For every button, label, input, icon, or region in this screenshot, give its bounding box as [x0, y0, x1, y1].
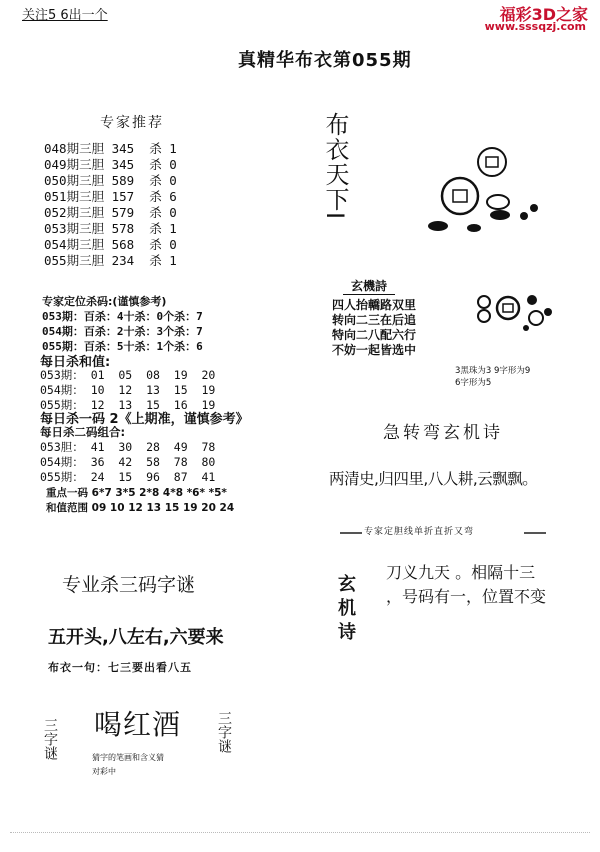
bead-icon: [527, 295, 537, 305]
poem3-line: ，号码有一，位置不变: [386, 587, 547, 606]
bead-icon: [467, 224, 481, 232]
coin-icon: [442, 178, 478, 214]
top-note: 关注5 6出一个: [22, 8, 108, 23]
focus-block: [46, 486, 234, 516]
coin-icon: [497, 297, 519, 319]
poem2-line: 两清史,归四里,八人耕,云飘飘。: [329, 470, 538, 488]
prediction-row: 052期三胆 579 杀 0: [44, 205, 177, 220]
coin-hole-icon: [453, 190, 467, 202]
sum-kill-row: 054期： 10 12 13 15 19: [40, 383, 216, 397]
poem-line: 不妨一起皆选中: [332, 343, 417, 357]
coin-hole-icon: [486, 157, 498, 167]
page-title: 真精华布衣第055期: [238, 50, 412, 71]
riddle-line: 五开头,八左右,六要来: [48, 627, 224, 648]
riddle-big-text: 喝红酒: [94, 708, 182, 741]
two-code-row: 053胆： 41 30 28 49 78: [40, 440, 216, 454]
bead-icon: [520, 212, 528, 220]
bead-note: 6字形为5: [455, 378, 492, 388]
buyi-sentence: 布衣一句：七三要出看八五: [48, 661, 192, 674]
riddle-vertical-left: 三字谜: [42, 718, 58, 760]
coins-illustration: [410, 130, 560, 250]
prediction-row: 049期三胆 345 杀 0: [44, 157, 177, 172]
buyi-vertical-title: 布衣天下I: [321, 112, 349, 221]
xuanji-vertical: 玄机诗: [335, 574, 356, 646]
bead-icon: [478, 296, 490, 308]
divider-right: [524, 532, 546, 534]
position-kill-row: 054期：百杀：2十杀：3个杀：7: [42, 325, 203, 338]
kill-one-heading: 每日杀一码 2《上期准，谨慎参考》: [40, 412, 249, 427]
sum-range-line: 和值范围 09 10 12 13 15 19 20 24: [46, 502, 235, 514]
sum-kill-block: [40, 351, 215, 413]
expert-dan-line: 专家定胆线单折直折又弯: [364, 527, 475, 537]
bead-icon: [487, 195, 509, 209]
prediction-row: 054期三胆 568 杀 0: [44, 237, 177, 252]
position-kill-block: [42, 294, 203, 354]
sum-kill-heading: 每日杀和值:: [40, 355, 111, 370]
prediction-row: 048期三胆 345 杀 1: [44, 141, 177, 156]
bead-icon: [529, 311, 543, 325]
poem2-title: 急转弯玄机诗: [383, 423, 503, 443]
riddle-note: 对彩中: [92, 767, 116, 776]
expert-heading: 专家推荐: [100, 115, 164, 131]
two-code-row: 055期： 24 15 96 87 41: [40, 470, 216, 484]
position-kill-heading: 专家定位杀码:(谨慎参考): [42, 295, 167, 308]
sum-kill-row: 053期： 01 05 08 19 20: [40, 368, 216, 382]
bead-icon: [490, 210, 510, 220]
bead-icon: [523, 325, 529, 331]
two-code-row: 054期： 36 42 58 78 80: [40, 455, 216, 469]
poem3-line: 刀义九天 。相隔十三: [386, 563, 536, 582]
poem-line: 四人抬轎路双里: [332, 298, 417, 312]
bead-icon: [544, 308, 552, 316]
riddle-note: 猜字的笔画和含义猜: [92, 753, 164, 762]
sum-kill-row: 055期： 12 13 15 16 19: [40, 398, 216, 412]
position-kill-row: 055期：百杀：5十杀：1个杀：6: [42, 340, 203, 353]
two-code-block: [40, 425, 215, 485]
riddle-heading: 专业杀三码字谜: [62, 574, 196, 596]
beads-illustration: [474, 288, 564, 338]
prediction-row: 053期三胆 578 杀 1: [44, 221, 177, 236]
poem-title: 玄機詩: [343, 277, 395, 295]
site-logo-name[interactable]: 福彩3D之家: [499, 5, 588, 24]
bead-icon: [478, 310, 490, 322]
bead-icon: [530, 204, 538, 212]
bead-note: 3黑珠为3 9字形为9: [455, 366, 531, 376]
two-code-heading: 每日杀二码组合:: [40, 425, 126, 439]
expert-prediction-list: [44, 141, 177, 269]
prediction-row: 051期三胆 157 杀 6: [44, 189, 177, 204]
coin-hole-icon: [503, 304, 513, 312]
site-url-link[interactable]: www.sssqzj.com: [484, 20, 586, 33]
position-kill-row: 053期：百杀：4十杀：0个杀：7: [42, 310, 203, 323]
prediction-row: 055期三胆 234 杀 1: [44, 253, 177, 268]
focus-number-line: 重点一码 6*7 3*5 2*8 4*8 *6* *5*: [46, 487, 227, 499]
bead-icon: [428, 221, 448, 231]
bottom-scan-line: [10, 832, 590, 833]
coin-icon: [478, 148, 506, 176]
divider-left: [340, 532, 362, 534]
poem-line: 特向二八配六行: [332, 328, 417, 342]
poem-lines: [332, 298, 416, 358]
prediction-row: 050期三胆 589 杀 0: [44, 173, 177, 188]
poem-line: 转向二三在后追: [332, 313, 417, 327]
riddle-vertical-right: 三字谜: [216, 711, 232, 753]
